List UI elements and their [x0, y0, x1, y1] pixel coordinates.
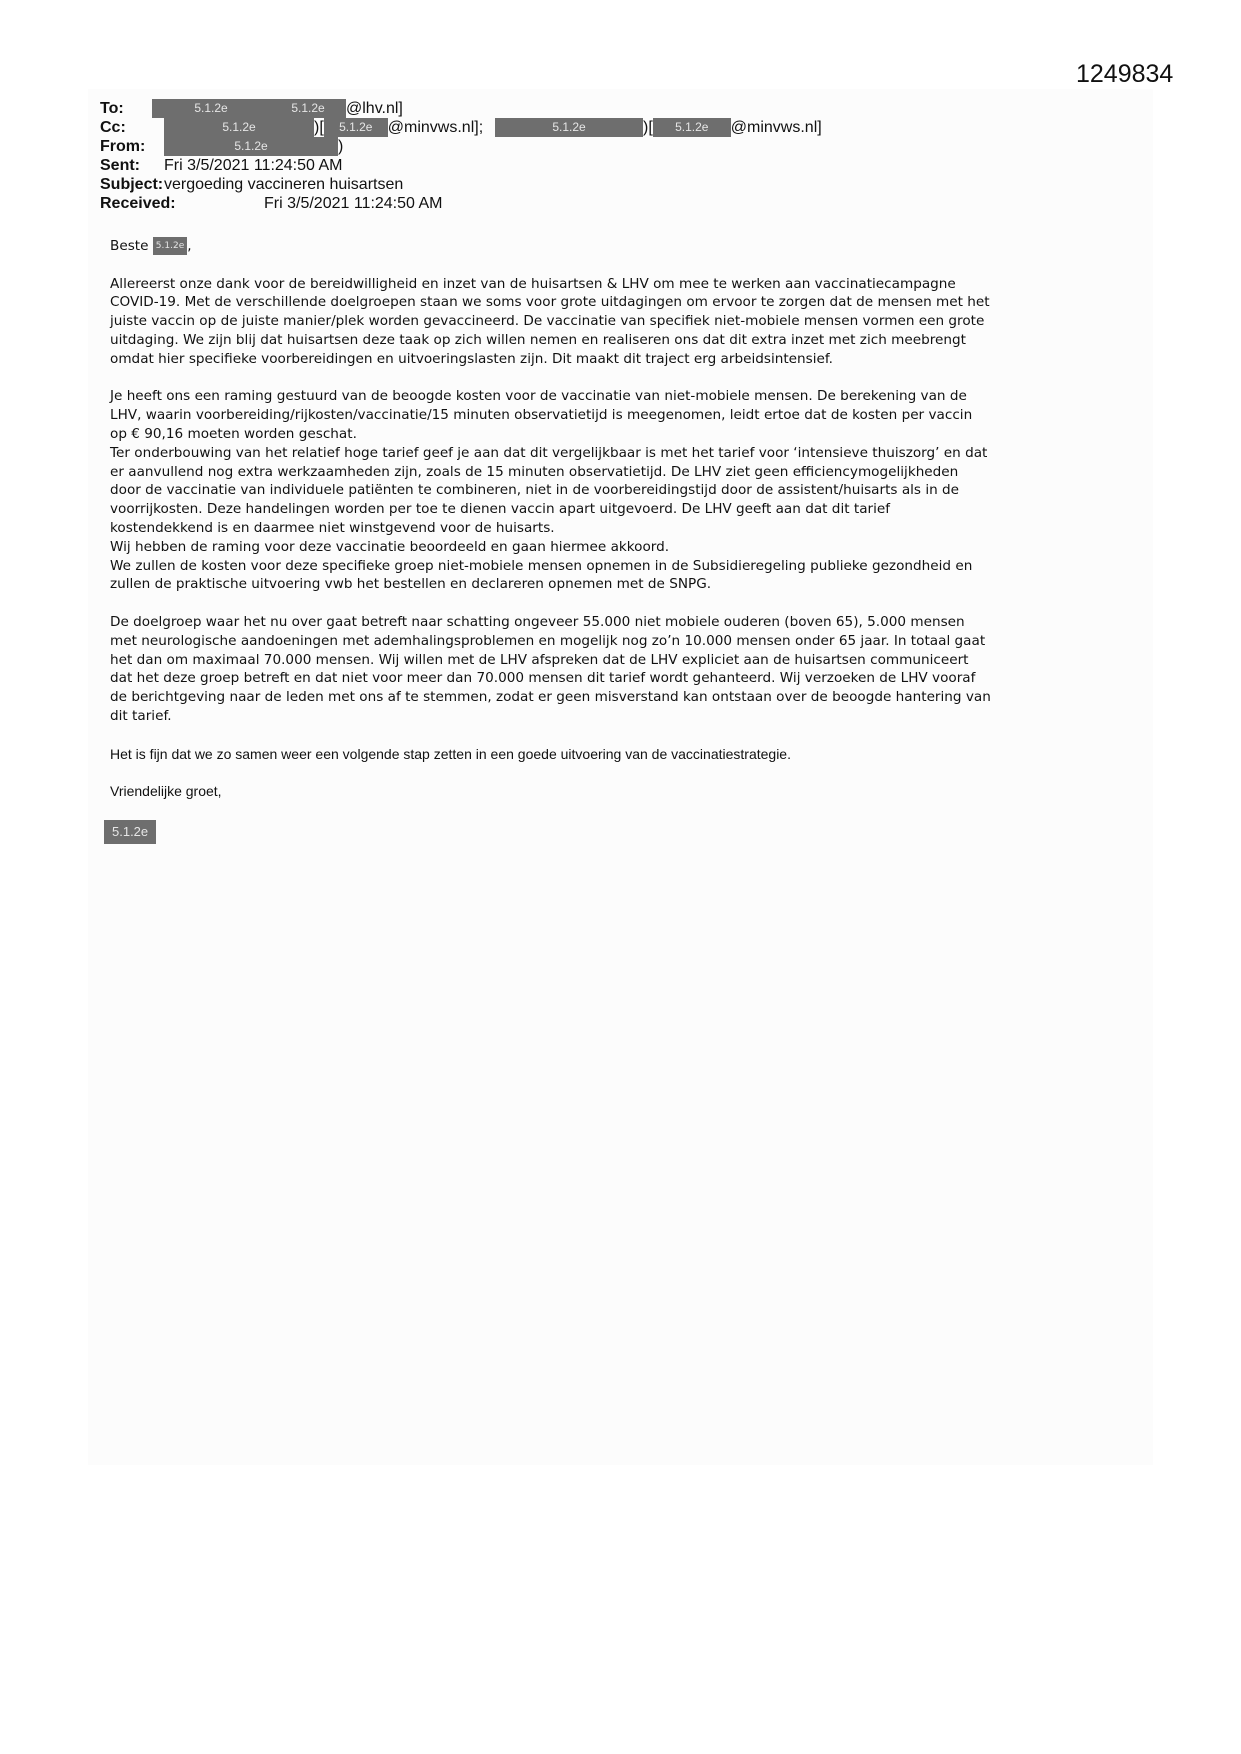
text-line: Allereerst onze dank voor de bereidwilligheid en inzet van de huisartsen & LHV om mee te werken aan vaccinatiecampagne: [110, 275, 956, 292]
cc-label: Cc:: [100, 119, 126, 136]
closing-line: Het is fijn dat we zo samen weer een volgende stap zetten in een goede uitvoering van de vaccinatiestrategie.: [110, 745, 791, 762]
email-body: [110, 237, 1140, 863]
text-line: het dan om maximaal 70.000 mensen. Wij willen met de LHV afspreken dat de LHV expliciet aan de huisartsen communiceert: [110, 651, 969, 668]
text-line: COVID-19. Met de verschillende doelgroepen staan we soms voor grote uitdagingen om ervoor te zorgen dat de mensen met het: [110, 294, 990, 311]
text-line: Je heeft ons een raming gestuurd van de beoogde kosten voor de vaccinatie van niet-mobiele mensen. De berekening van de: [110, 388, 967, 405]
text-line: omdat hier specifieke voorbereidingen en uitvoeringslasten zijn. Dit maakt dit traject erg arbeidsintensief.: [110, 350, 833, 367]
text-line: kostendekkend is en daarmee niet winstgevend voor de huisarts.: [110, 519, 555, 536]
text-line: LHV, waarin voorbereiding/rijkosten/vaccinatie/15 minuten observatietijd is meegenomen, leidt ertoe dat de kosten per vaccin: [110, 407, 973, 424]
from-suffix: ): [338, 138, 344, 155]
redaction-box: 5.1.2e: [270, 99, 346, 118]
redaction-box: 5.1.2e: [153, 237, 187, 255]
text-line: de berichtgeving naar de leden met ons af te stemmen, zodat er geen misverstand kan ontstaan over de beoogde hantering van: [110, 689, 991, 706]
redaction-box: 5.1.2e: [164, 137, 338, 156]
text-line: juiste vaccin op de juiste manier/plek worden gevaccineerd. De vaccinatie van specifiek niet-mobiele mensen vormen een grote: [110, 313, 985, 330]
cc-domain: @minvws.nl];: [387, 119, 484, 136]
text-line: er aanvullend nog extra werkzaamheden zijn, zoals de 15 minuten observatietijd. De LHV ziet geen efficiencymogelijkheden: [110, 463, 959, 480]
redaction-box: 5.1.2e: [495, 118, 643, 137]
to-label: To:: [100, 100, 124, 117]
subject-value: vergoeding vaccineren huisartsen: [164, 176, 404, 193]
sent-label: Sent:: [100, 157, 140, 174]
text-line: Wij hebben de raming voor deze vaccinatie beoordeeld en gaan hiermee akkoord.: [110, 538, 670, 555]
text-line: door de vaccinatie van individuele patiënten te combineren, niet in de voorbereidingstijd door de assistent/huisarts als in de: [110, 482, 960, 499]
paragraph-2: [110, 387, 1140, 594]
redaction-box: 5.1.2e: [164, 118, 314, 137]
redaction-box: 5.1.2e: [324, 118, 388, 137]
received-label: Received:: [100, 195, 176, 212]
text-line: Ter onderbouwing van het relatief hoge tarief geef je aan dat dit vergelijkbaar is met het tarief voor ‘intensieve thuiszorg’ en dat: [110, 444, 988, 461]
greeting: [110, 237, 1140, 256]
subject-label: Subject:: [100, 176, 164, 193]
text-line: zullen de praktische uitvoering vwb het bestellen en declareren opnemen met de SNPG.: [110, 576, 712, 593]
redaction-box: 5.1.2e: [104, 820, 156, 844]
redaction-box: 5.1.2e: [152, 99, 270, 118]
paragraph-1: [110, 275, 1140, 369]
sent-value: Fri 3/5/2021 11:24:50 AM: [164, 157, 343, 174]
signature: [104, 820, 1140, 844]
document-number: 1249834: [1076, 60, 1174, 88]
to-domain: @lhv.nl]: [346, 100, 403, 117]
received-value: Fri 3/5/2021 11:24:50 AM: [264, 195, 443, 212]
text-line: voorrijkosten. Deze handelingen worden per toe te dienen vaccin apart uitgevoerd. De LHV geeft aan dat dit tarief: [110, 501, 891, 518]
paragraph-3: [110, 613, 1140, 726]
from-label: From:: [100, 138, 146, 155]
text-line: dit tarief.: [110, 707, 172, 724]
cc-separator: )[: [643, 119, 653, 136]
cc-domain: @minvws.nl]: [730, 119, 822, 136]
redaction-box: 5.1.2e: [653, 118, 731, 137]
text-line: uitdaging. We zijn blij dat huisartsen deze taak op zich willen nemen en realiseren ons dat dit extra inzet met zich meebrengt: [110, 331, 966, 348]
greeting-comma: ,: [187, 238, 192, 254]
cc-separator: )[: [314, 119, 324, 136]
text-line: met neurologische aandoeningen met ademhalingsproblemen en mogelijk nog zo’n 10.000 mensen onder 65 jaar. In totaal gaat: [110, 632, 986, 649]
text-line: op € 90,16 moeten worden geschat.: [110, 425, 357, 442]
text-line: De doelgroep waar het nu over gaat betreft naar schatting ongeveer 55.000 niet mobiele ouderen (boven 65), 5.000 mensen: [110, 613, 965, 630]
sign-off: Vriendelijke groet,: [110, 783, 222, 800]
text-line: dat het deze groep betreft en dat niet voor meer dan 70.000 mensen dit tarief wordt gehanteerd. Wij verzoeken de LHV vooraf: [110, 670, 976, 687]
text-line: We zullen de kosten voor deze specifieke groep niet-mobiele mensen opnemen in de Subsidieregeling publieke gezondheid en: [110, 557, 973, 574]
greeting-text: Beste: [110, 238, 149, 254]
